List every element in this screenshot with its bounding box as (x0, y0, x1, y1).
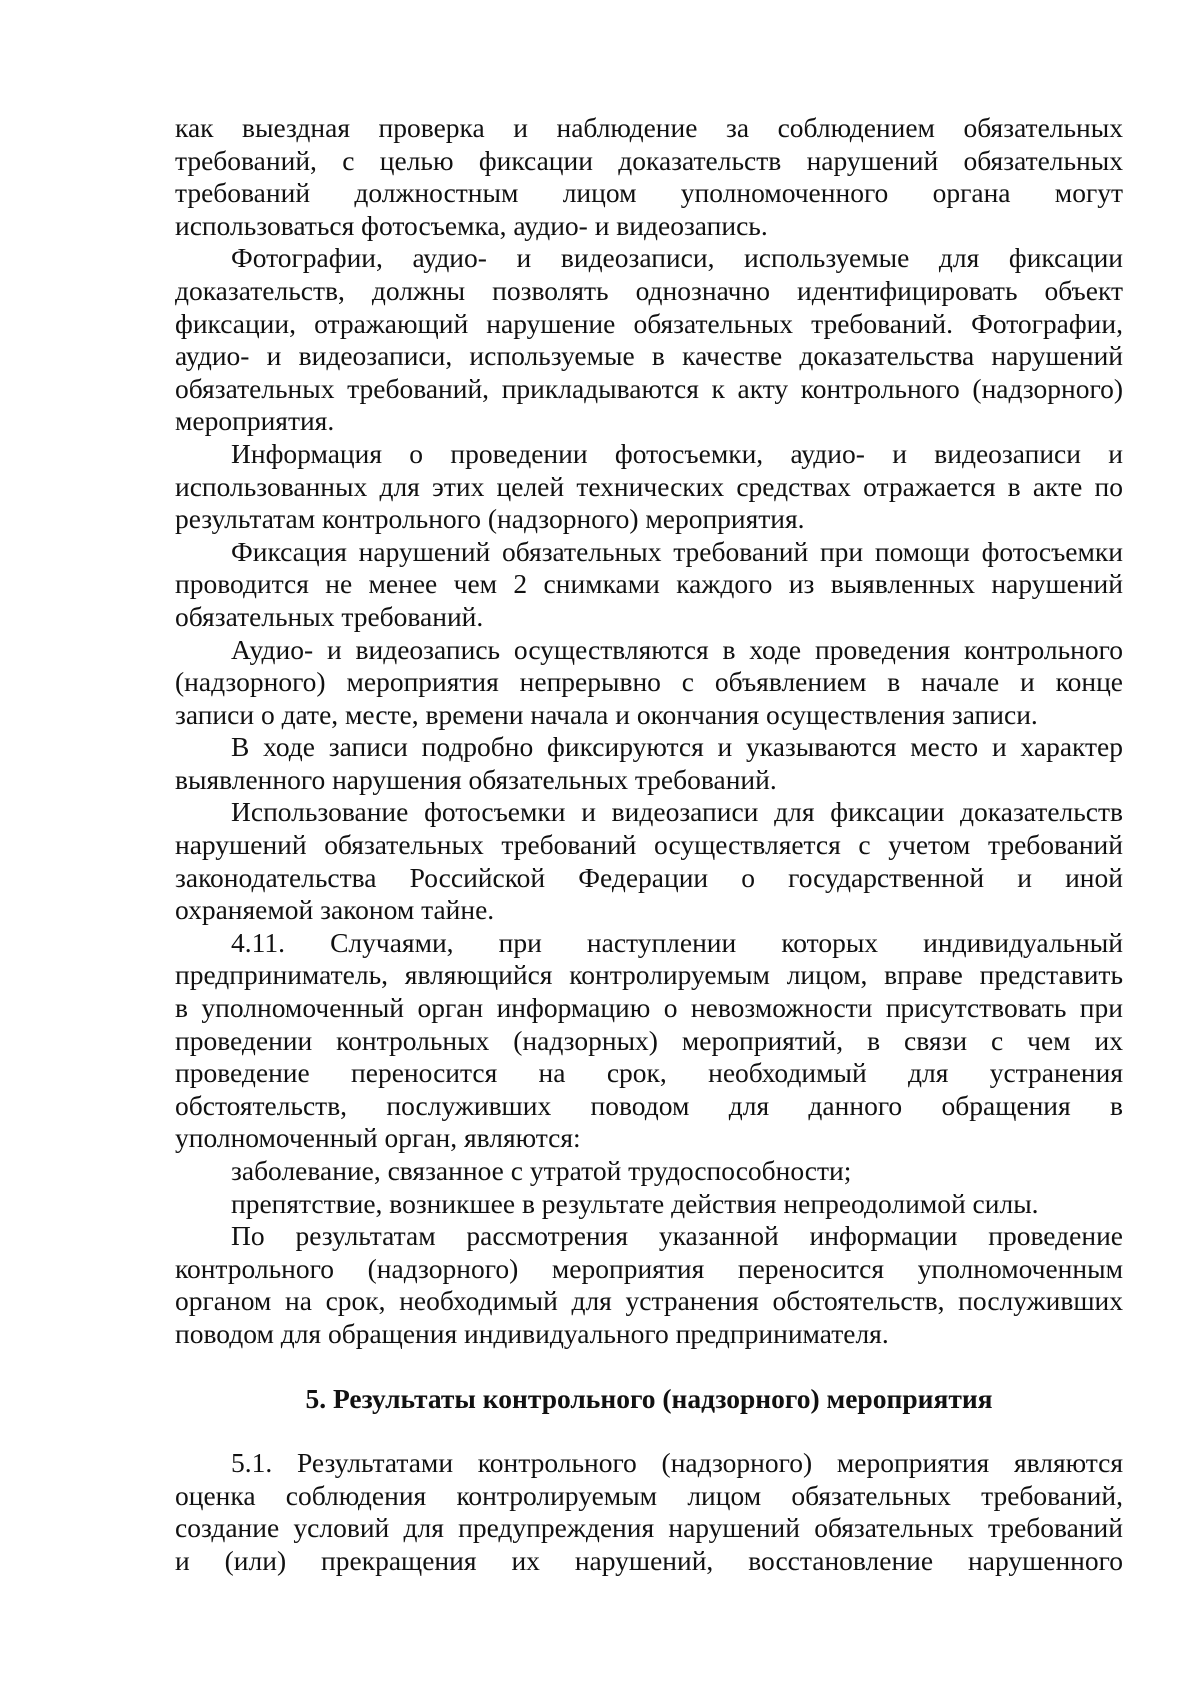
text-line: По результатам рассмотрения указанной информации проведение (231, 1220, 1123, 1252)
text-line: использованных для этих целей технических средствах отражается в акте по (175, 470, 1123, 502)
paragraph (175, 536, 1123, 634)
paragraph (175, 731, 1123, 796)
text-line: Фотографии, аудио- и видеозаписи, используемые для фиксации (231, 242, 1123, 274)
text-line: обязательных требований. (175, 600, 484, 632)
text-line: нарушений обязательных требований осуществляется с учетом требований (175, 829, 1123, 861)
text-line: контрольного (надзорного) мероприятия переносится уполномоченным (175, 1252, 1123, 1284)
text-line: требований, с целью фиксации доказательств нарушений обязательных (175, 144, 1123, 176)
text-line: заболевание, связанное с утратой трудоспособности; (231, 1155, 852, 1186)
paragraph (175, 1155, 1123, 1188)
text-line: использоваться фотосъемка, аудио- и видеозапись. (175, 209, 768, 241)
text-line: в уполномоченный орган информацию о невозможности присутствовать при (175, 992, 1123, 1024)
text-line: законодательства Российской Федерации о государственной и иной (175, 861, 1123, 893)
text-line: В ходе записи подробно фиксируются и указываются место и характер (231, 731, 1123, 763)
paragraph (175, 796, 1123, 926)
text-line: проведение переносится на срок, необходимый для устранения (175, 1057, 1123, 1089)
text-line: мероприятия. (175, 405, 335, 437)
paragraph (175, 438, 1123, 536)
text-line: обязательных требований, прикладываются к акту контрольного (надзорного) (175, 372, 1123, 404)
text-line: поводом для обращения индивидуального предпринимателя. (175, 1317, 889, 1349)
text-line: проведении контрольных (надзорных) мероприятий, в связи с чем их (175, 1024, 1123, 1056)
text-line: 4.11. Случаями, при наступлении которых индивидуальный (231, 926, 1123, 958)
text-line: проводится не менее чем 2 снимками каждого из выявленных нарушений (175, 568, 1123, 600)
text-line: доказательств, должны позволять однозначно идентифицировать объект (175, 274, 1123, 306)
paragraph (175, 1188, 1123, 1221)
text-line: записи о дате, месте, времени начала и окончания осуществления записи. (175, 698, 1038, 730)
text-line: органом на срок, необходимый для устранения обстоятельств, послуживших (175, 1285, 1123, 1317)
text-line: 5.1. Результатами контрольного (надзорного) мероприятия являются (231, 1447, 1123, 1479)
text-line: препятствие, возникшее в результате действия непреодолимой силы. (231, 1187, 1039, 1219)
document-body (175, 112, 1123, 1351)
paragraph (175, 634, 1123, 732)
paragraph (175, 927, 1123, 1155)
text-line: оценка соблюдения контролируемым лицом обязательных требований, (175, 1479, 1123, 1511)
text-line: Информация о проведении фотосъемки, аудио- и видеозаписи и (231, 437, 1123, 469)
text-line: как выездная проверка и наблюдение за соблюдением обязательных (175, 112, 1123, 143)
text-line: аудио- и видеозаписи, используемые в качестве доказательства нарушений (175, 340, 1123, 372)
paragraph (175, 112, 1123, 242)
text-line: создание условий для предупреждения нарушений обязательных требований (175, 1512, 1123, 1544)
section-heading: 5. Результаты контрольного (надзорного) мероприятия (305, 1382, 993, 1414)
text-line: и (или) прекращения их нарушений, восстановление нарушенного (175, 1544, 1123, 1576)
paragraph (175, 1447, 1123, 1577)
text-line: результатам контрольного (надзорного) мероприятия. (175, 503, 805, 535)
paragraph (175, 242, 1123, 438)
text-line: Аудио- и видеозапись осуществляются в ходе проведения контрольного (231, 633, 1123, 665)
section-body (175, 1447, 1123, 1577)
text-line: требований должностным лицом уполномоченного органа могут (175, 177, 1123, 209)
text-line: предприниматель, являющийся контролируемым лицом, вправе представить (175, 959, 1123, 991)
text-line: (надзорного) мероприятия непрерывно с объявлением в начале и конце (175, 666, 1123, 698)
text-line: фиксации, отражающий нарушение обязательных требований. Фотографии, (175, 307, 1123, 339)
text-line: Фиксация нарушений обязательных требований при помощи фотосъемки (231, 535, 1123, 567)
text-line: обстоятельств, послуживших поводом для данного обращения в (175, 1089, 1123, 1121)
document-page (175, 112, 1123, 1578)
text-line: выявленного нарушения обязательных требований. (175, 763, 777, 795)
text-line: уполномоченный орган, являются: (175, 1122, 581, 1154)
text-line: охраняемой законом тайне. (175, 894, 495, 926)
paragraph (175, 1220, 1123, 1350)
text-line: Использование фотосъемки и видеозаписи для фиксации доказательств (231, 796, 1123, 828)
